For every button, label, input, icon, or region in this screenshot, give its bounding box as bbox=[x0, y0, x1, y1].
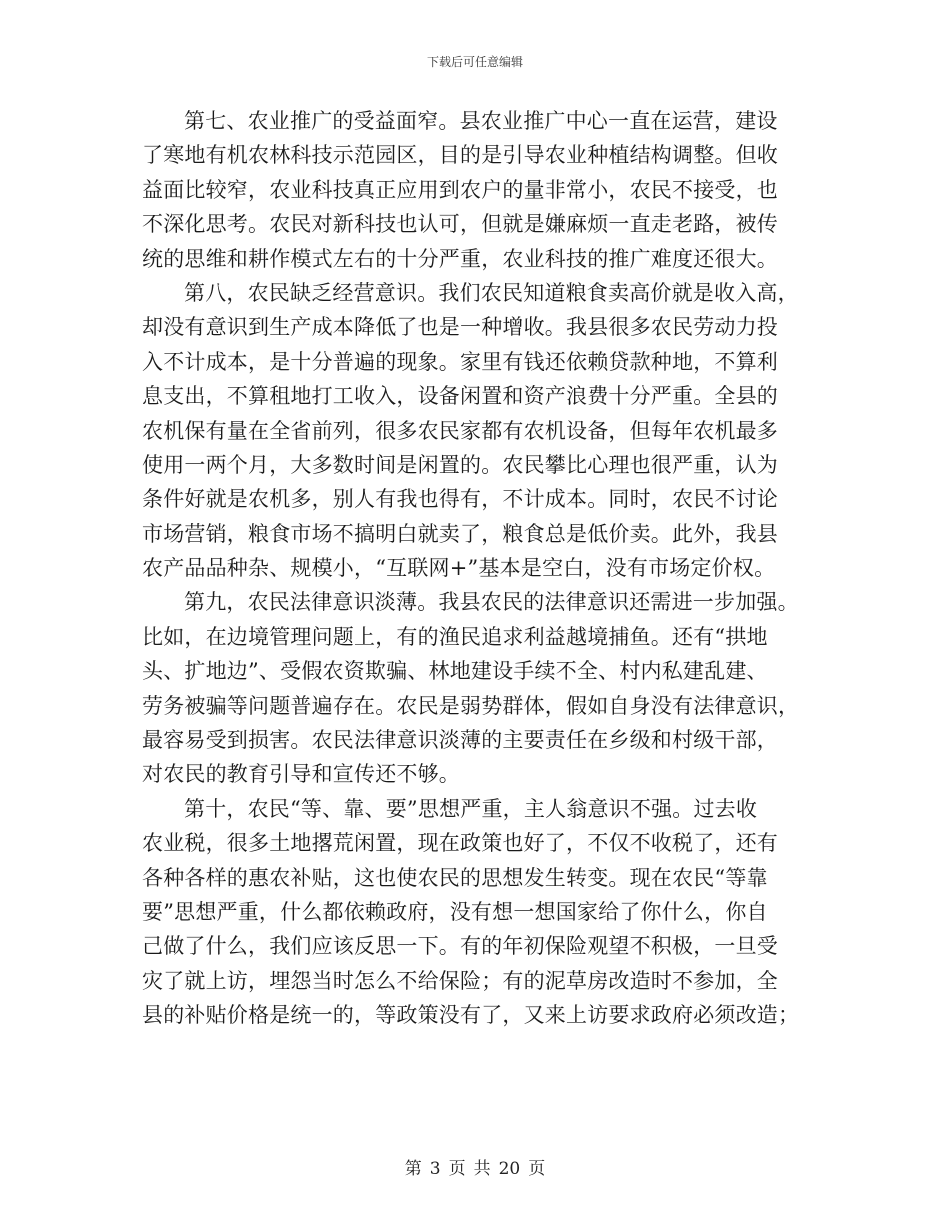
page-prefix: 第 bbox=[404, 1159, 422, 1179]
paragraph-line: 农产品品种杂、规模小，“互联网+”基本是空白，没有市场定价权。 bbox=[142, 556, 776, 581]
current-page-number: 3 bbox=[429, 1159, 441, 1179]
paragraph-line: 农业税，很多土地撂荒闲置，现在政策也好了，不仅不收税了，还有 bbox=[142, 831, 778, 856]
page-footer bbox=[0, 1154, 950, 1179]
paragraph-line: 统的思维和耕作模式左右的十分严重，农业科技的推广难度还很大。 bbox=[142, 246, 778, 271]
paragraph-line: 农机保有量在全省前列，很多农民家都有农机设备，但每年农机最多 bbox=[142, 418, 778, 443]
page-unit: 页 bbox=[448, 1159, 466, 1179]
paragraph-line: 了寒地有机农林科技示范园区，目的是引导农业种植结构调整。但收 bbox=[142, 143, 778, 168]
total-unit: 页 bbox=[528, 1159, 546, 1179]
paragraph-line: 市场营销，粮食市场不搞明白就卖了，粮食总是低价卖。此外，我县 bbox=[142, 521, 778, 546]
paragraph-line: 第十，农民“等、靠、要”思想严重，主人翁意识不强。过去收 bbox=[184, 796, 758, 821]
paragraph-line: 要”思想严重，什么都依赖政府，没有想一想国家给了你什么，你自 bbox=[142, 899, 768, 924]
total-prefix: 共 bbox=[473, 1159, 491, 1179]
total-page-count: 20 bbox=[498, 1159, 521, 1179]
paragraph-line: 灾了就上访，埋怨当时怎么不给保险；有的泥草房改造时不参加，全 bbox=[142, 968, 778, 993]
paragraph-line: 第八，农民缺乏经营意识。我们农民知道粮食卖高价就是收入高， bbox=[184, 280, 799, 305]
paragraph-line: 益面比较窄，农业科技真正应用到农户的量非常小，农民不接受，也 bbox=[142, 177, 778, 202]
paragraph-line: 第七、农业推广的受益面窄。县农业推广中心一直在运营，建设 bbox=[184, 109, 778, 133]
paragraph-line: 息支出，不算租地打工收入，设备闲置和资产浪费十分严重。全县的 bbox=[142, 384, 778, 409]
paragraph-line: 头、扩地边”、受假农资欺骗、林地建设手续不全、村内私建乱建、 bbox=[142, 659, 768, 684]
paragraph-line: 不深化思考。农民对新科技也认可，但就是嫌麻烦一直走老路，被传 bbox=[142, 212, 778, 237]
paragraph-line: 使用一两个月，大多数时间是闲置的。农民攀比心理也很严重，认为 bbox=[142, 452, 778, 477]
page-header: 下载后可任意编辑 bbox=[426, 55, 523, 69]
paragraph-line: 县的补贴价格是统一的，等政策没有了，又来上访要求政府必须改造； bbox=[142, 1003, 800, 1028]
paragraph-line: 各种各样的惠农补贴，这也使农民的思想发生转变。现在农民“等靠 bbox=[142, 865, 768, 890]
paragraph-line: 条件好就是农机多，别人有我也得有，不计成本。同时，农民不讨论 bbox=[142, 487, 778, 512]
paragraph-line: 入不计成本，是十分普遍的现象。家里有钱还依赖贷款种地，不算利 bbox=[142, 349, 778, 374]
paragraph-line: 对农民的教育引导和宣传还不够。 bbox=[142, 762, 460, 787]
paragraph-line: 劳务被骗等问题普遍存在。农民是弱势群体，假如自身没有法律意识， bbox=[142, 693, 800, 718]
paragraph-line: 却没有意识到生产成本降低了也是一种增收。我县很多农民劳动力投 bbox=[142, 315, 778, 340]
paragraph-line: 最容易受到损害。农民法律意识淡薄的主要责任在乡级和村级干部， bbox=[142, 728, 778, 753]
paragraph-line: 比如，在边境管理问题上，有的渔民追求利益越境捕鱼。还有“拱地 bbox=[142, 624, 768, 649]
paragraph-line: 己做了什么，我们应该反思一下。有的年初保险观望不积极，一旦受 bbox=[142, 934, 778, 959]
paragraph-line: 第九，农民法律意识淡薄。我县农民的法律意识还需进一步加强。 bbox=[184, 590, 799, 615]
document-body bbox=[142, 104, 814, 1033]
